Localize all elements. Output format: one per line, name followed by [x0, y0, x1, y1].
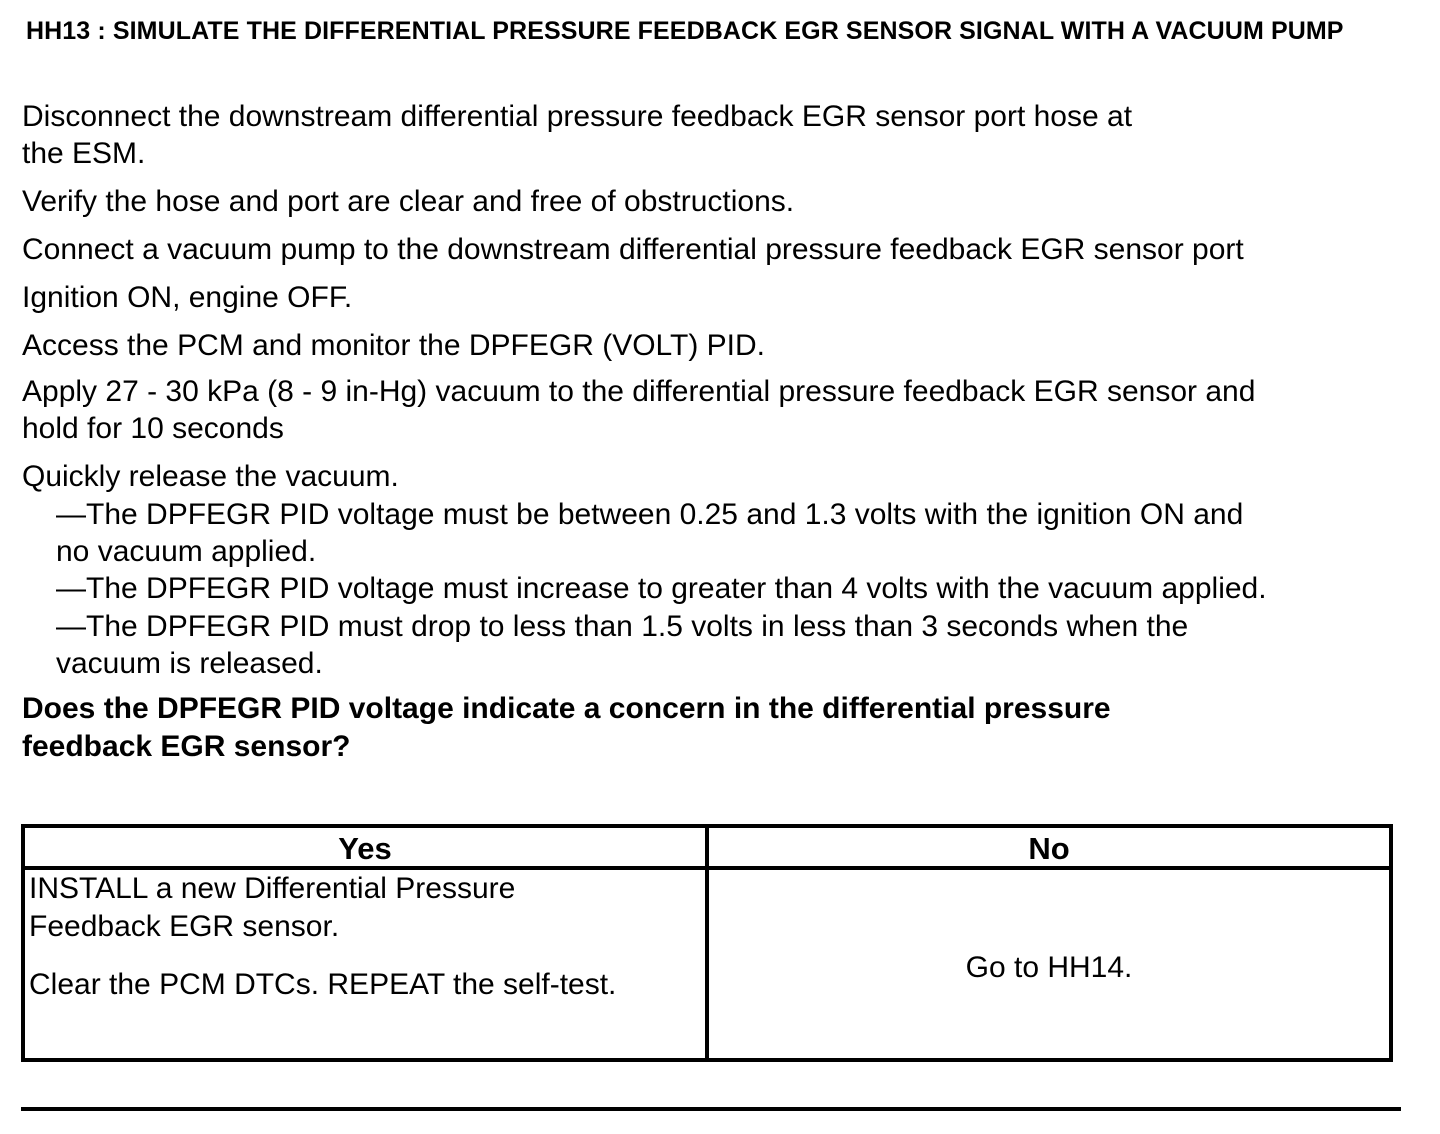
decision-question-line2: feedback EGR sensor?: [22, 730, 351, 763]
decision-question: [22, 690, 1111, 766]
step-apply-vacuum-line1: Apply 27 - 30 kPa (8 - 9 in-Hg) vacuum to the differential pressure feedback EGR sensor and: [22, 375, 1256, 408]
criterion-vacuum-released-line1: —The DPFEGR PID must drop to less than 1.5 volts in less than 3 seconds when the: [56, 610, 1189, 643]
decision-question-line1: Does the DPFEGR PID voltage indicate a concern in the differential pressure: [22, 692, 1111, 725]
criterion-no-vacuum: [56, 496, 1243, 570]
step-release-vacuum: Quickly release the vacuum.: [22, 460, 399, 493]
yes-header: Yes: [338, 831, 392, 866]
yes-action-line2: Feedback EGR sensor.: [29, 910, 340, 943]
step-monitor-pid: Access the PCM and monitor the DPFEGR (VOLT) PID.: [22, 329, 765, 362]
step-apply-vacuum: [22, 373, 1255, 447]
step-connect-pump: Connect a vacuum pump to the downstream differential pressure feedback EGR sensor port: [22, 233, 1244, 266]
bottom-divider: [21, 1107, 1401, 1111]
step-disconnect-hose-line2: the ESM.: [22, 137, 146, 170]
step-apply-vacuum-line2: hold for 10 seconds: [22, 412, 284, 445]
step-disconnect-hose: [22, 98, 1132, 172]
yes-action-cell: [29, 870, 701, 1004]
criterion-no-vacuum-line2: no vacuum applied.: [56, 535, 317, 568]
step-verify-hose: Verify the hose and port are clear and free of obstructions.: [22, 185, 795, 218]
step-disconnect-hose-line1: Disconnect the downstream differential pressure feedback EGR sensor port hose at: [22, 100, 1133, 133]
decision-table: [21, 824, 1393, 1062]
step-ignition: Ignition ON, engine OFF.: [22, 281, 353, 314]
yes-action-line3: Clear the PCM DTCs. REPEAT the self-test.: [29, 968, 617, 1001]
criterion-vacuum-released-line2: vacuum is released.: [56, 647, 323, 680]
no-header: No: [1028, 831, 1070, 866]
criterion-vacuum-released: [56, 608, 1188, 682]
yes-action-line1: INSTALL a new Differential Pressure: [29, 872, 516, 905]
criterion-vacuum-applied: —The DPFEGR PID voltage must increase to greater than 4 volts with the vacuum applied.: [56, 572, 1267, 605]
criterion-no-vacuum-line1: —The DPFEGR PID voltage must be between 0.25 and 1.3 volts with the ignition ON and: [56, 498, 1244, 531]
step-title: HH13 : SIMULATE THE DIFFERENTIAL PRESSURE FEEDBACK EGR SENSOR SIGNAL WITH A VACUUM PUMP: [26, 17, 1344, 45]
no-action-cell: Go to HH14.: [965, 951, 1133, 984]
